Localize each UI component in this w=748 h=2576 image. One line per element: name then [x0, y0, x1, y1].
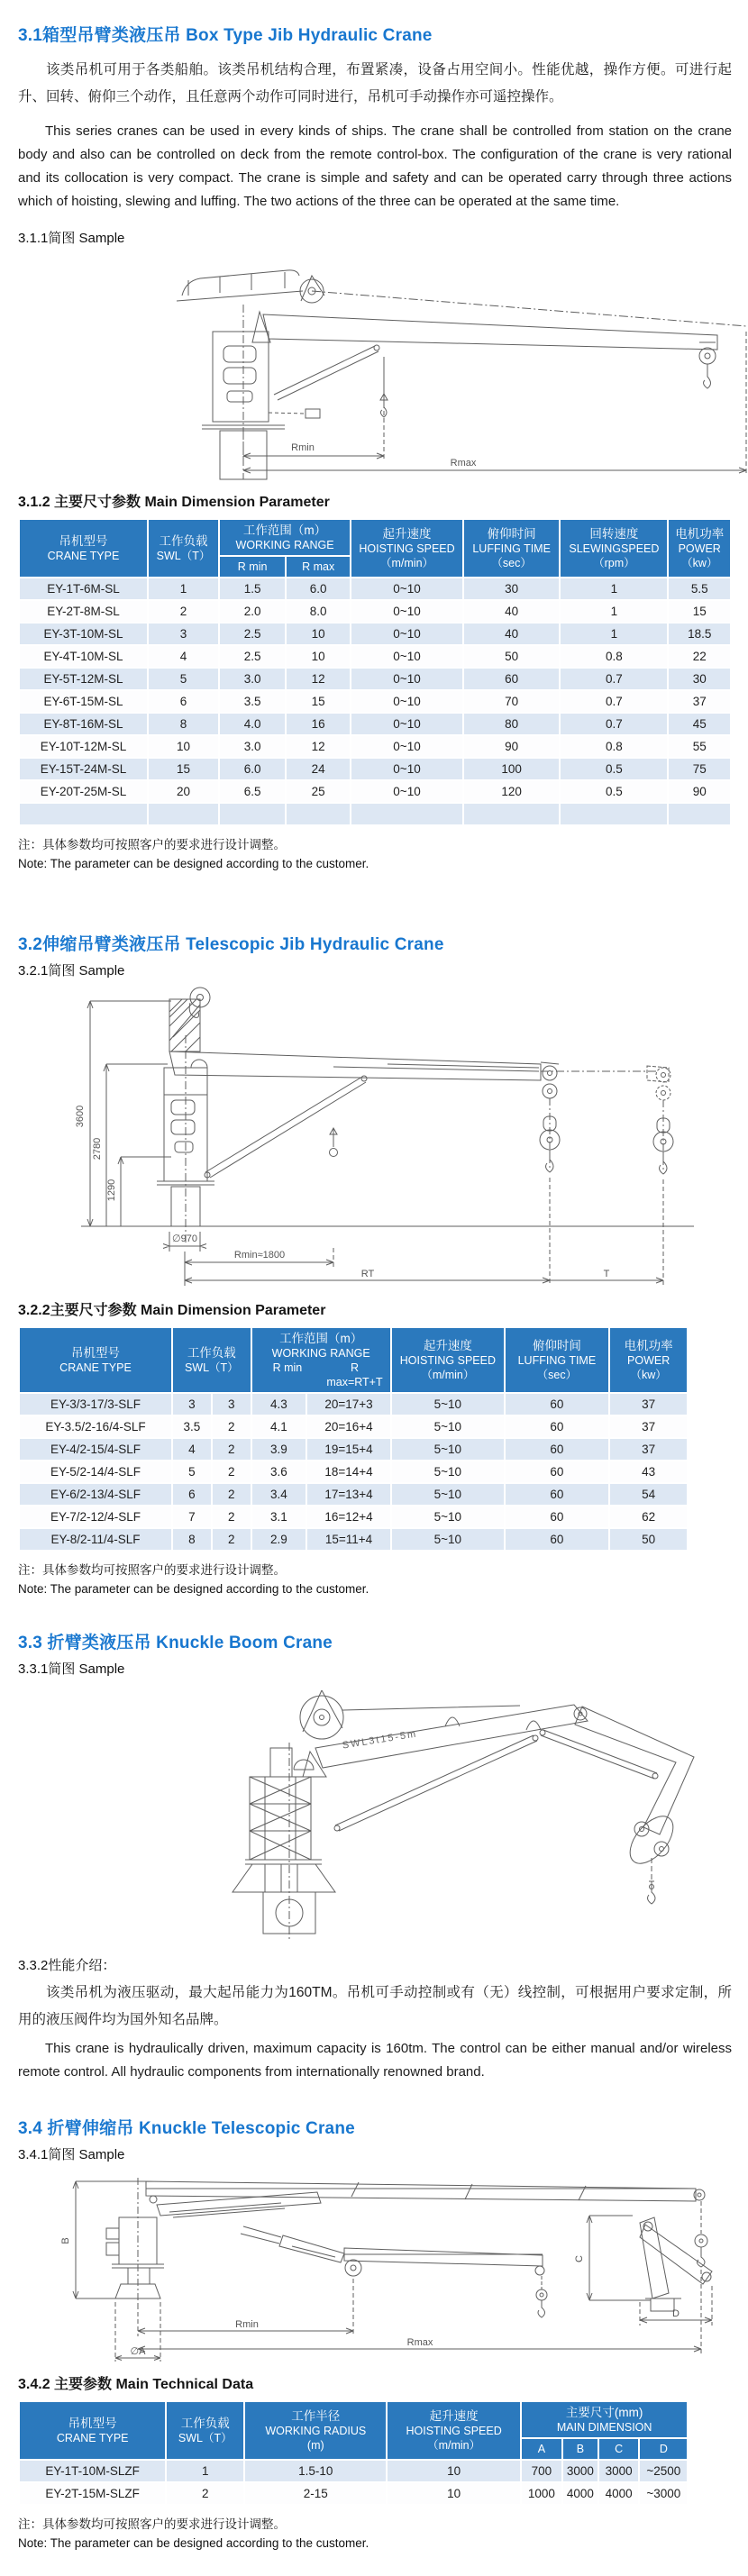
boom-swl-label: SWL3t15-5m [342, 1728, 419, 1752]
table-cell: 4.1 [251, 1415, 307, 1438]
table-cell: EY-7/2-12/4-SLF [19, 1506, 172, 1528]
table-cell: 2 [212, 1483, 251, 1506]
table-cell: 24 [286, 758, 351, 780]
table-cell: 0.5 [560, 780, 668, 803]
table-row [19, 1461, 688, 1483]
table-cell: 10 [387, 2460, 521, 2482]
table-cell: 2 [212, 1528, 251, 1551]
table-cell: EY-4T-10M-SL [19, 645, 148, 668]
table-cell: 54 [609, 1483, 689, 1506]
section-knuckle-telescopic [18, 2115, 732, 2553]
table-cell: 5~10 [391, 1483, 505, 1506]
table-cell: 90 [668, 780, 731, 803]
dimension-label-rmin: Rmin [235, 2319, 259, 2330]
table-cell [351, 803, 463, 825]
table-cell: 50 [609, 1528, 689, 1551]
table-cell: 5~10 [391, 1438, 505, 1461]
note-en: Note: The parameter can be designed according to the customer. [18, 1582, 369, 1596]
table-cell: 0~10 [351, 578, 463, 600]
table-cell: 10 [286, 645, 351, 668]
param-heading: 3.2.2主要尺寸参数 Main Dimension Parameter [18, 1303, 326, 1318]
table-cell: 2 [212, 1415, 251, 1438]
table-cell: 1.5 [219, 578, 286, 600]
col-header-swl: 工作负载 SWL（T） [148, 519, 219, 578]
table-cell [148, 803, 219, 825]
table-cell: 5~10 [391, 1506, 505, 1528]
table-cell: 15 [286, 690, 351, 713]
note-en: Note: The parameter can be designed according to the customer. [18, 2536, 369, 2550]
table-cell: 30 [668, 668, 731, 690]
main-dimension-table-1 [18, 518, 732, 826]
col-header-dim-d: D [639, 2438, 688, 2460]
dimension-label-rmax: Rmax [450, 458, 477, 469]
table-cell: 16 [286, 713, 351, 735]
section-title: 3.1箱型吊臂类液压吊 Box Type Jib Hydraulic Crane [18, 26, 433, 45]
crane-drawing-knuckle-boom [110, 1679, 732, 1943]
table-cell: 12 [286, 735, 351, 758]
table-cell: 60 [505, 1483, 609, 1506]
table-cell: 37 [609, 1415, 689, 1438]
crane-drawing-box-jib [76, 249, 732, 481]
table-cell: 0~10 [351, 713, 463, 735]
table-row [19, 1483, 688, 1506]
table-row [19, 668, 731, 690]
table-cell [463, 803, 560, 825]
table-cell: 2 [148, 600, 219, 623]
table-cell: 60 [505, 1461, 609, 1483]
table-cell: 3.9 [251, 1438, 307, 1461]
dimension-label-t: T [603, 1269, 610, 1279]
table-cell: 8 [148, 713, 219, 735]
table-row [19, 690, 731, 713]
table-cell: EY-2T-15M-SLZF [19, 2482, 166, 2505]
table-cell: 62 [609, 1506, 689, 1528]
table-cell: ~2500 [639, 2460, 688, 2482]
table-cell: 5~10 [391, 1528, 505, 1551]
performance-heading: 3.3.2性能介绍： [18, 1958, 116, 1973]
note-zh: 注：具体参数均可按照客户的要求进行设计调整。 [18, 2517, 286, 2531]
note-zh: 注：具体参数均可按照客户的要求进行设计调整。 [18, 838, 286, 851]
table-cell: 1 [560, 600, 668, 623]
table-cell: 1 [560, 623, 668, 645]
table-cell: 30 [463, 578, 560, 600]
section-telescopic-jib [18, 931, 732, 1598]
col-header-swl: 工作负载 SWL（T） [166, 2401, 244, 2460]
table-row [19, 600, 731, 623]
table-cell: 37 [668, 690, 731, 713]
col-header-rmax: R max [286, 556, 351, 578]
table-row [19, 713, 731, 735]
notes [18, 835, 732, 873]
notes [18, 2515, 732, 2553]
table-row [19, 1393, 688, 1415]
col-header-luffing-time: 俯仰时间 LUFFING TIME （sec） [505, 1327, 609, 1393]
col-header-luffing-time: 俯仰时间 LUFFING TIME （sec） [463, 519, 560, 578]
table-cell: ~3000 [639, 2482, 688, 2505]
table-cell: 0.7 [560, 668, 668, 690]
table-cell: 10 [148, 735, 219, 758]
table-row [19, 623, 731, 645]
table-cell: 4.0 [219, 713, 286, 735]
table-cell: 12 [286, 668, 351, 690]
table-row [19, 578, 731, 600]
table-cell: 5.5 [668, 578, 731, 600]
table-cell [219, 803, 286, 825]
table-cell: 4000 [562, 2482, 598, 2505]
table-cell: EY-10T-12M-SL [19, 735, 148, 758]
table-cell: 18=14+4 [306, 1461, 391, 1483]
param-heading: 3.1.2 主要尺寸参数 Main Dimension Parameter [18, 495, 330, 510]
section-title: 3.2伸缩吊臂类液压吊 Telescopic Jib Hydraulic Crane [18, 935, 444, 954]
table-cell: 0~10 [351, 600, 463, 623]
table-row [19, 803, 731, 825]
box-jib-crane-diagram [76, 249, 748, 481]
col-header-crane-type: 吊机型号 CRANE TYPE [19, 2401, 166, 2460]
table-cell: EY-2T-8M-SL [19, 600, 148, 623]
sample-heading: 3.3.1简图 Sample [18, 1661, 125, 1677]
table-cell: EY-3.5/2-16/4-SLF [19, 1415, 172, 1438]
table-cell: EY-3T-10M-SL [19, 623, 148, 645]
section-box-type-jib [18, 22, 732, 873]
dimension-label-b: B [60, 2237, 71, 2244]
table-cell: 0~10 [351, 690, 463, 713]
table-cell: 3.5 [172, 1415, 212, 1438]
col-header-crane-type: 吊机型号 CRANE TYPE [19, 519, 148, 578]
table-cell: EY-3/3-17/3-SLF [19, 1393, 172, 1415]
table-cell: 25 [286, 780, 351, 803]
dimension-label-rmin: Rmin [291, 442, 315, 453]
table-cell: 5~10 [391, 1393, 505, 1415]
table-cell: 0~10 [351, 623, 463, 645]
table-cell: 1.5-10 [244, 2460, 387, 2482]
table-cell: 20=16+4 [306, 1415, 391, 1438]
table-row [19, 1438, 688, 1461]
col-header-power: 电机功率 POWER （kw） [609, 1327, 689, 1393]
sample-heading: 3.2.1简图 Sample [18, 963, 125, 979]
dimension-label-3600: 3600 [75, 1105, 86, 1128]
section-title: 3.3 折臂类液压吊 Knuckle Boom Crane [18, 1634, 333, 1652]
table-cell: 60 [505, 1528, 609, 1551]
table-cell: 2 [212, 1461, 251, 1483]
dimension-label-rmin1800: Rmin≈1800 [233, 1250, 286, 1261]
table-cell: 17=13+4 [306, 1483, 391, 1506]
table-cell: 6.5 [219, 780, 286, 803]
section-gap [18, 873, 732, 920]
table-cell: EY-8T-16M-SL [19, 713, 148, 735]
table-cell: 0.7 [560, 713, 668, 735]
table-cell: 2 [212, 1438, 251, 1461]
main-technical-data-table [18, 2400, 689, 2506]
dimension-label-rmax: Rmax [406, 2337, 433, 2348]
table-cell: EY-6/2-13/4-SLF [19, 1483, 172, 1506]
table-cell: 18.5 [668, 623, 731, 645]
sample-heading: 3.4.1简图 Sample [18, 2147, 125, 2162]
table-cell: 4 [172, 1438, 212, 1461]
table-cell: 0.5 [560, 758, 668, 780]
table-row [19, 780, 731, 803]
paragraph-en: This series cranes can be used in every kinds of ships. The crane shall be controlled from station on the crane body and also can be controlled on deck from the remote control-box. The configuration of the crane is very rational and its collocation is very compact. The crane is simple and safety and can be operated carry through three actions which of hoisting, slewing and luffing. The two actions of the three can be operated at the same time. [18, 123, 732, 209]
table-cell: 700 [521, 2460, 562, 2482]
dimension-label-1290: 1290 [106, 1179, 117, 1202]
table-cell: 6 [148, 690, 219, 713]
section-gap [18, 2084, 732, 2104]
table-cell: 7 [172, 1506, 212, 1528]
table-cell: 0.8 [560, 645, 668, 668]
table-cell: 120 [463, 780, 560, 803]
table-cell: 4000 [598, 2482, 639, 2505]
col-header-slewing-speed: 回转速度 SLEWINGSPEED （rpm） [560, 519, 668, 578]
table-cell: 2 [166, 2482, 244, 2505]
table-cell: 37 [609, 1393, 689, 1415]
table-cell: 3 [172, 1393, 212, 1415]
table-cell: 3 [212, 1393, 251, 1415]
table-cell [560, 803, 668, 825]
col-header-dim-b: B [562, 2438, 598, 2460]
table-cell: 60 [505, 1438, 609, 1461]
table-cell: 1000 [521, 2482, 562, 2505]
table-cell: 15 [668, 600, 731, 623]
table-cell: 20=17+3 [306, 1393, 391, 1415]
col-header-power: 电机功率 POWER （kw） [668, 519, 731, 578]
table-cell: EY-6T-15M-SL [19, 690, 148, 713]
table-cell: 43 [609, 1461, 689, 1483]
table-cell: 1 [560, 578, 668, 600]
paragraph-en: This crane is hydraulically driven, maximum capacity is 160tm. The control can be either manual and/or wireless remote control. All hydraulic components from internationally renowned brand. [18, 2041, 732, 2080]
section-title: 3.4 折臂伸缩吊 Knuckle Telescopic Crane [18, 2119, 355, 2138]
table-cell: 75 [668, 758, 731, 780]
table-cell: 55 [668, 735, 731, 758]
dimension-label-rt: RT [360, 1269, 375, 1279]
param-heading: 3.4.2 主要参数 Main Technical Data [18, 2377, 254, 2392]
table-cell: 3000 [598, 2460, 639, 2482]
paragraph-zh: 该类吊机为液压驱动，最大起吊能力为160TM。吊机可手动控制或有（无）线控制，可根据用户要求定制，所用的液压阀件均为国外知名品牌。 [18, 1985, 732, 2027]
table-row [19, 645, 731, 668]
table-cell: 20 [148, 780, 219, 803]
table-cell: 3.1 [251, 1506, 307, 1528]
crane-drawing-telescopic [63, 981, 732, 1289]
dimension-label-c: C [574, 2255, 585, 2262]
table-cell: 100 [463, 758, 560, 780]
table-cell: 15=11+4 [306, 1528, 391, 1551]
table-cell: 0~10 [351, 668, 463, 690]
table-cell: EY-1T-6M-SL [19, 578, 148, 600]
col-header-main-dimension: 主要尺寸(mm) MAIN DIMENSION [521, 2401, 689, 2438]
table-cell: 2.0 [219, 600, 286, 623]
table-cell: 60 [505, 1506, 609, 1528]
notes [18, 1561, 732, 1598]
table-row [19, 1415, 688, 1438]
table-cell: 6.0 [286, 578, 351, 600]
table-cell [668, 803, 731, 825]
table-cell: 3.4 [251, 1483, 307, 1506]
col-header-hoisting-speed: 起升速度 HOISTING SPEED （m/min） [387, 2401, 521, 2460]
table-cell: 4.3 [251, 1393, 307, 1415]
paragraph-zh: 该类吊机可用于各类船舶。该类吊机结构合理，布置紧凑，设备占用空间小。性能优越，操作方便。可进行起升、回转、俯仰三个动作，且任意两个动作可同时进行，吊机可手动操作亦可遥控操作。 [18, 62, 732, 105]
table-cell: 3 [148, 623, 219, 645]
table-cell: 16=12+4 [306, 1506, 391, 1528]
dimension-label-dia-a: ∅A [130, 2346, 146, 2357]
table-cell: 70 [463, 690, 560, 713]
table-cell: 5~10 [391, 1461, 505, 1483]
table-cell: 90 [463, 735, 560, 758]
main-dimension-table-2 [18, 1326, 689, 1552]
table-cell: 3.5 [219, 690, 286, 713]
table-row [19, 1506, 688, 1528]
table-cell: EY-4/2-15/4-SLF [19, 1438, 172, 1461]
table-row [19, 758, 731, 780]
table-cell [286, 803, 351, 825]
table-cell: 0~10 [351, 780, 463, 803]
table-cell: 0~10 [351, 645, 463, 668]
table-cell: 0.8 [560, 735, 668, 758]
table-cell: 5~10 [391, 1415, 505, 1438]
table-cell: 10 [286, 623, 351, 645]
table-cell: 10 [387, 2482, 521, 2505]
table-cell: 2-15 [244, 2482, 387, 2505]
table-cell: 5 [148, 668, 219, 690]
table-cell: 60 [505, 1415, 609, 1438]
table-cell: 2.5 [219, 623, 286, 645]
section-knuckle-boom [18, 1629, 732, 2084]
table-cell: 3.6 [251, 1461, 307, 1483]
note-zh: 注：具体参数均可按照客户的要求进行设计调整。 [18, 1563, 286, 1577]
col-header-rmin: R min [219, 556, 286, 578]
table-cell: 50 [463, 645, 560, 668]
col-header-swl: 工作负载 SWL（T） [172, 1327, 251, 1393]
table-cell: 15 [148, 758, 219, 780]
table-cell: 2 [212, 1506, 251, 1528]
table-cell: 3.0 [219, 735, 286, 758]
table-cell: 4 [148, 645, 219, 668]
table-cell: 60 [505, 1393, 609, 1415]
note-en: Note: The parameter can be designed according to the customer. [18, 857, 369, 870]
table-cell: 1 [148, 578, 219, 600]
table-cell: 8 [172, 1528, 212, 1551]
table-row [19, 1528, 688, 1551]
table-cell: 80 [463, 713, 560, 735]
table-cell: 5 [172, 1461, 212, 1483]
table-cell: EY-15T-24M-SL [19, 758, 148, 780]
table-cell: 2.5 [219, 645, 286, 668]
table-cell: EY-5/2-14/4-SLF [19, 1461, 172, 1483]
dimension-label-d: D [672, 2308, 680, 2319]
table-cell: EY-1T-10M-SLZF [19, 2460, 166, 2482]
section-gap [18, 1598, 732, 1618]
table-cell: 37 [609, 1438, 689, 1461]
col-header-working-range: 工作范围（m） WORKING RANGE [219, 519, 351, 556]
telescopic-crane-diagram [63, 981, 739, 1289]
table-cell: 0~10 [351, 735, 463, 758]
table-cell: 22 [668, 645, 731, 668]
table-cell: 1 [166, 2460, 244, 2482]
col-header-working-radius: 工作半径 WORKING RADIUS (m) [244, 2401, 387, 2460]
table-cell: 40 [463, 600, 560, 623]
table-cell: 3000 [562, 2460, 598, 2482]
knuckle-telescopic-crane-diagram [56, 2165, 748, 2363]
crane-drawing-knuckle-telescopic [56, 2165, 732, 2363]
col-header-dim-c: C [598, 2438, 639, 2460]
table-cell: EY-20T-25M-SL [19, 780, 148, 803]
table-cell: EY-5T-12M-SL [19, 668, 148, 690]
col-header-hoisting-speed: 起升速度 HOISTING SPEED （m/min） [351, 519, 463, 578]
knuckle-boom-crane-diagram [110, 1679, 741, 1943]
table-cell: 19=15+4 [306, 1438, 391, 1461]
col-header-dim-a: A [521, 2438, 562, 2460]
table-cell: 6.0 [219, 758, 286, 780]
table-cell: 40 [463, 623, 560, 645]
table-cell: 60 [463, 668, 560, 690]
table-row [19, 2482, 688, 2505]
col-header-crane-type: 吊机型号 CRANE TYPE [19, 1327, 172, 1393]
table-cell: 2.9 [251, 1528, 307, 1551]
dimension-label-dia970: ∅970 [172, 1233, 197, 1244]
table-cell: 45 [668, 713, 731, 735]
table-cell [19, 803, 148, 825]
dimension-label-2780: 2780 [92, 1137, 103, 1161]
table-cell: 0.7 [560, 690, 668, 713]
col-header-working-range: 工作范围（m） WORKING RANGE R min R max=RT+T [251, 1327, 391, 1393]
table-cell: EY-8/2-11/4-SLF [19, 1528, 172, 1551]
table-cell: 6 [172, 1483, 212, 1506]
table-cell: 8.0 [286, 600, 351, 623]
sample-heading: 3.1.1简图 Sample [18, 231, 125, 246]
table-cell: 0~10 [351, 758, 463, 780]
col-header-hoisting-speed: 起升速度 HOISTING SPEED （m/min） [391, 1327, 505, 1393]
table-row [19, 735, 731, 758]
table-cell: 3.0 [219, 668, 286, 690]
